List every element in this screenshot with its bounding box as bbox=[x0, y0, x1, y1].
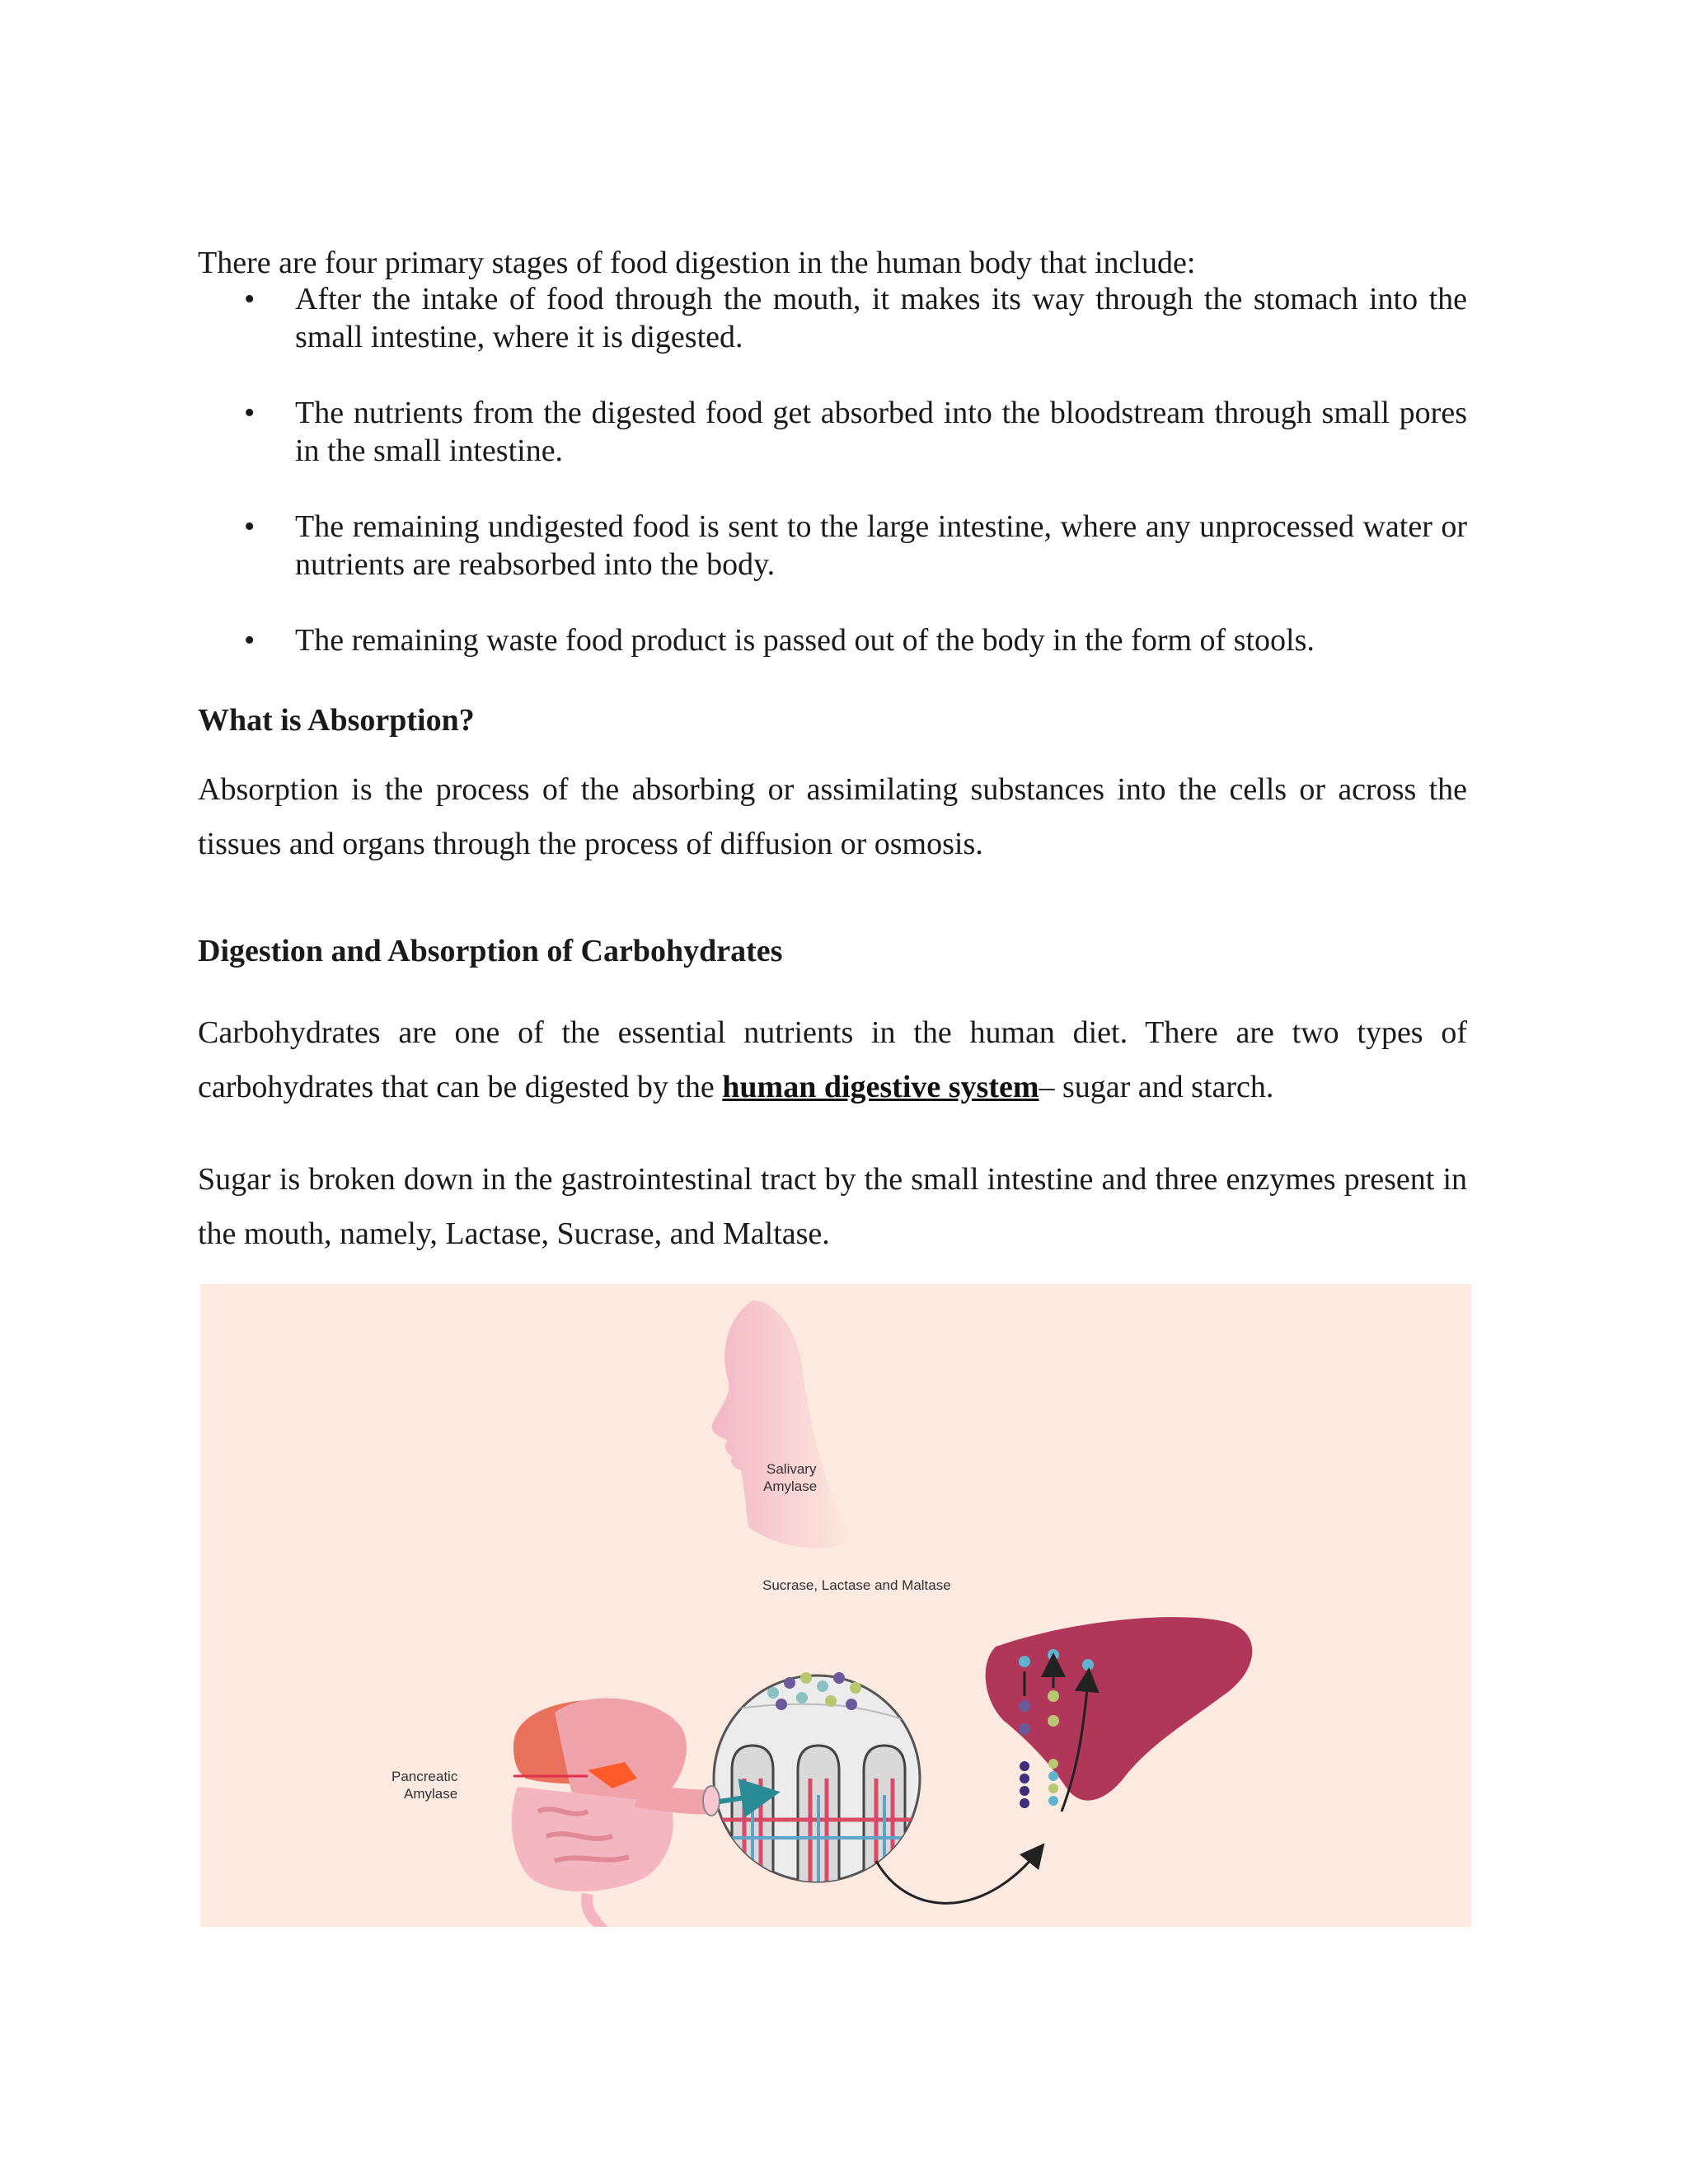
list-item: • The remaining undigested food is sent to the large intestine, where any unprocessed water or nutrients are reabsorbed into the body. bbox=[244, 509, 1467, 582]
carbs-heading: Digestion and Absorption of Carbohydrates bbox=[198, 934, 783, 968]
face-profile bbox=[712, 1301, 851, 1549]
intro-text: There are four primary stages of food digestion in the human body that include: bbox=[198, 246, 1196, 280]
human-digestive-system-link[interactable]: human digestive system bbox=[722, 1070, 1039, 1104]
list-item: • The nutrients from the digested food get absorbed into the bloodstream through small pores in the small intestine. bbox=[244, 396, 1467, 468]
carbs-paragraph-2: Sugar is broken down in the gastrointestinal tract by the small intestine and three enzymes present in the mouth, namely, Lactase, Sucrase, and Maltase. bbox=[198, 1162, 1467, 1251]
list-item: • After the intake of food through the mouth, it makes its way through the stomach into the small intestine, where it is digested. bbox=[244, 282, 1467, 354]
absorption-heading: What is Absorption? bbox=[198, 703, 475, 738]
digestive-organs bbox=[512, 1699, 720, 1924]
carbohydrate-digestion-figure bbox=[200, 1284, 1471, 1927]
salivary-label-1: Salivary bbox=[767, 1461, 817, 1477]
bullet: • bbox=[244, 509, 256, 544]
bullet: • bbox=[244, 396, 256, 430]
villi-magnification bbox=[711, 1669, 926, 1890]
carbs-paragraph-1: Carbohydrates are one of the essential nutrients in the human diet. There are two types of carbohydrates that can be digested by the human digestive system– sugar and starch. bbox=[198, 1015, 1467, 1104]
absorption-body: Absorption is the process of the absorbing or assimilating substances into the cells or across the tissues and organs through the process of diffusion or osmosis. bbox=[198, 772, 1467, 861]
pancreatic-label-2: Amylase bbox=[404, 1786, 458, 1802]
bullet: • bbox=[244, 623, 256, 658]
stages-list bbox=[198, 280, 1467, 697]
list-item: • The remaining waste food product is passed out of the body in the form of stools. bbox=[244, 623, 1315, 658]
absorption-arrow bbox=[876, 1853, 1037, 1903]
figure-illustration bbox=[200, 1284, 1471, 1927]
enzymes-label: Sucrase, Lactase and Maltase bbox=[762, 1577, 951, 1593]
pancreatic-label-1: Pancreatic bbox=[392, 1769, 458, 1784]
bullet: • bbox=[244, 282, 256, 316]
salivary-label-2: Amylase bbox=[763, 1479, 818, 1494]
